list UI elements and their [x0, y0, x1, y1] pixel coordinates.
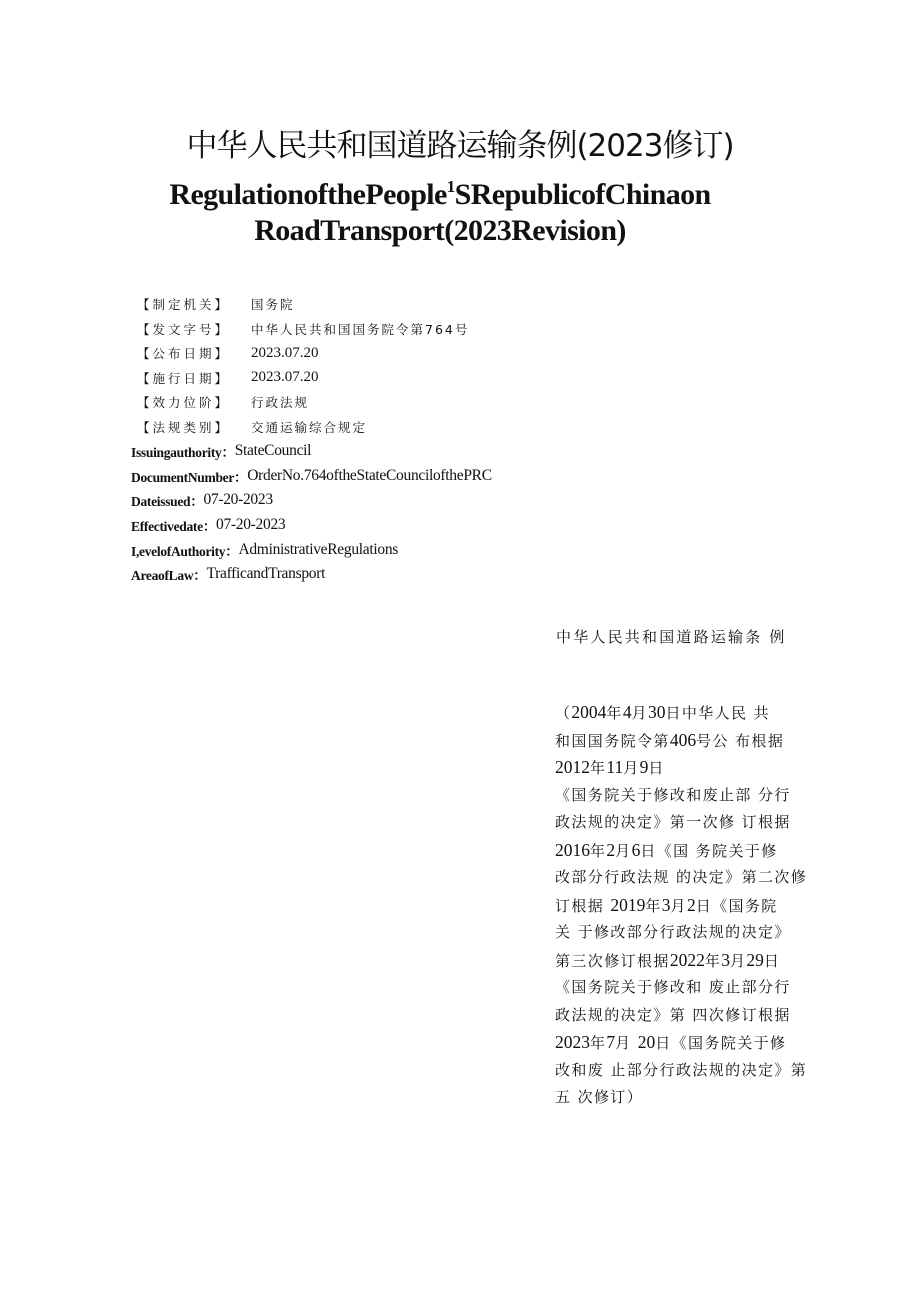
history-text: 政法规的决定》第 四次修订根据: [555, 1005, 791, 1024]
history-line: [555, 727, 845, 755]
history-text: 《国务院关于修改和废止部 分行: [555, 785, 791, 804]
title-english-line1: [0, 177, 880, 212]
history-line: [555, 1029, 845, 1057]
metadata-cn-row: [137, 366, 469, 391]
metadata-en-label: Effectivedate：: [131, 519, 217, 535]
history-text: 月: [615, 841, 632, 860]
history-line: [555, 947, 845, 975]
metadata-cn-row: [137, 317, 469, 342]
metadata-en-value: 07-20-2023: [203, 491, 273, 509]
metadata-cn-value: 2023.07.20: [251, 344, 319, 361]
metadata-en-label: Issuingauthority：: [131, 445, 235, 461]
history-text: 6: [631, 839, 641, 860]
history-text: 2: [606, 839, 616, 860]
metadata-cn-label: 【效力位阶】: [137, 395, 231, 411]
title-chinese: 中华人民共和国道路运输条例(2023修订): [186, 128, 734, 164]
law-title: 中华人民共和国道路运输条 例: [556, 628, 787, 646]
metadata-chinese: [137, 292, 469, 439]
metadata-en-label: AreaofLaw：: [131, 568, 207, 584]
history-text: 日《国 务院关于修: [640, 841, 778, 860]
history-text: 20: [637, 1032, 656, 1052]
history-line: [555, 699, 845, 727]
metadata-en-label: DocumentNumber：: [131, 469, 248, 485]
metadata-cn-value: 交通运输综合规定: [251, 419, 368, 435]
metadata-en-value: AdministrativeRegulations: [238, 540, 399, 558]
metadata-cn-value: 行政法规: [251, 395, 310, 411]
title-english-line1-part1: RegulationofthePeople: [169, 178, 447, 211]
history-text: 年: [590, 841, 607, 860]
metadata-cn-row: [137, 415, 469, 440]
metadata-cn-label: 【施行日期】: [137, 370, 231, 386]
history-text: 2016: [555, 839, 590, 860]
metadata-cn-label: 【法规类别】: [137, 419, 231, 435]
history-text: 月: [729, 951, 747, 970]
history-text: 日中华人民 共: [665, 704, 771, 722]
history-line: [555, 892, 845, 920]
metadata-en-value: 07-20-2023: [216, 516, 286, 534]
history-text: 月: [670, 896, 687, 915]
title-english-line1-part2: SRepublicofChinaon: [454, 178, 711, 211]
history-text: 11: [606, 757, 624, 777]
history-text: 年: [590, 759, 607, 777]
history-text: 和国国务院令第: [555, 731, 670, 750]
history-text: 2023: [555, 1032, 590, 1052]
history-text: 政法规的决定》第一次修 订根据: [555, 813, 791, 831]
history-text: 改部分行政法规 的决定》第二次修: [555, 868, 808, 886]
history-text: 30: [647, 702, 666, 722]
metadata-en-row: [131, 464, 492, 489]
metadata-cn-value: 国务院: [251, 297, 295, 313]
history-line: [555, 754, 845, 782]
history-text: 月: [615, 1034, 638, 1052]
history-line: [555, 1002, 845, 1030]
history-text: 日《国务院关于修: [655, 1034, 787, 1052]
history-line: [555, 974, 845, 1002]
history-text: 五 次修订）: [555, 1088, 644, 1106]
history-text: 年: [704, 951, 722, 970]
history-text: 第三次修订根据: [555, 951, 670, 970]
revision-history: [555, 699, 845, 1112]
history-line: [555, 1057, 845, 1085]
history-text: 日: [648, 759, 665, 777]
history-text: 29: [746, 949, 764, 970]
history-text: 7: [606, 1032, 616, 1052]
history-text: 月: [631, 704, 648, 722]
metadata-english: [131, 439, 492, 587]
history-text: 3: [721, 949, 730, 970]
title-english-line2: RoadTransport(2023Revision): [254, 214, 626, 247]
metadata-cn-row: [137, 390, 469, 415]
history-text: 3: [661, 894, 671, 915]
history-text: 2019: [610, 894, 646, 915]
history-line: [555, 782, 845, 810]
metadata-cn-row: [137, 341, 469, 366]
metadata-en-row: [131, 439, 492, 464]
metadata-en-row: [131, 562, 492, 587]
history-text: 2: [686, 894, 696, 915]
history-text: 关 于修改部分行政法规的决定》: [555, 923, 791, 941]
history-text: 年: [590, 1034, 607, 1052]
metadata-en-value: OrderNo.764oftheStateCouncilofthePRC: [247, 466, 492, 484]
history-text: 订根据: [555, 896, 611, 915]
metadata-en-label: Dateissued：: [131, 494, 204, 510]
metadata-cn-value: 中华人民共和国国务院令第764号: [251, 321, 470, 337]
metadata-en-label: I,evelofAuthority：: [131, 543, 239, 559]
history-text: 406: [669, 729, 697, 750]
metadata-cn-label: 【发文字号】: [137, 321, 231, 337]
history-text: 号公 布根据: [696, 731, 785, 750]
history-text: 日: [763, 951, 781, 970]
metadata-cn-row: [137, 292, 469, 317]
history-text: 月: [623, 759, 640, 777]
history-text: 《国务院关于修改和 废止部分行: [555, 978, 791, 996]
history-text: 日《国务院: [695, 896, 778, 915]
history-line: [555, 809, 845, 837]
history-text: 改和废 止部分行政法规的决定》第: [555, 1060, 808, 1079]
history-text: 2022: [669, 949, 705, 970]
metadata-en-value: TrafficandTransport: [206, 565, 326, 583]
history-line: [555, 1084, 845, 1112]
history-text: 2012: [555, 757, 590, 777]
metadata-en-row: [131, 488, 492, 513]
title-english-superscript: 1: [446, 177, 455, 196]
metadata-en-value: StateCouncil: [234, 442, 312, 460]
metadata-en-row: [131, 513, 492, 538]
metadata-en-row: [131, 537, 492, 562]
history-line: [555, 837, 845, 865]
metadata-cn-label: 【制定机关】: [137, 297, 231, 313]
metadata-cn-value: 2023.07.20: [251, 369, 319, 386]
history-text: 4: [622, 702, 632, 722]
history-text: 9: [639, 757, 649, 777]
metadata-cn-label: 【公布日期】: [137, 346, 231, 362]
history-text: 年: [606, 704, 623, 722]
history-line: [555, 919, 845, 947]
history-text: 年: [645, 896, 662, 915]
history-line: [555, 864, 845, 892]
history-text: 2004: [571, 702, 607, 722]
history-text: （: [555, 704, 572, 722]
